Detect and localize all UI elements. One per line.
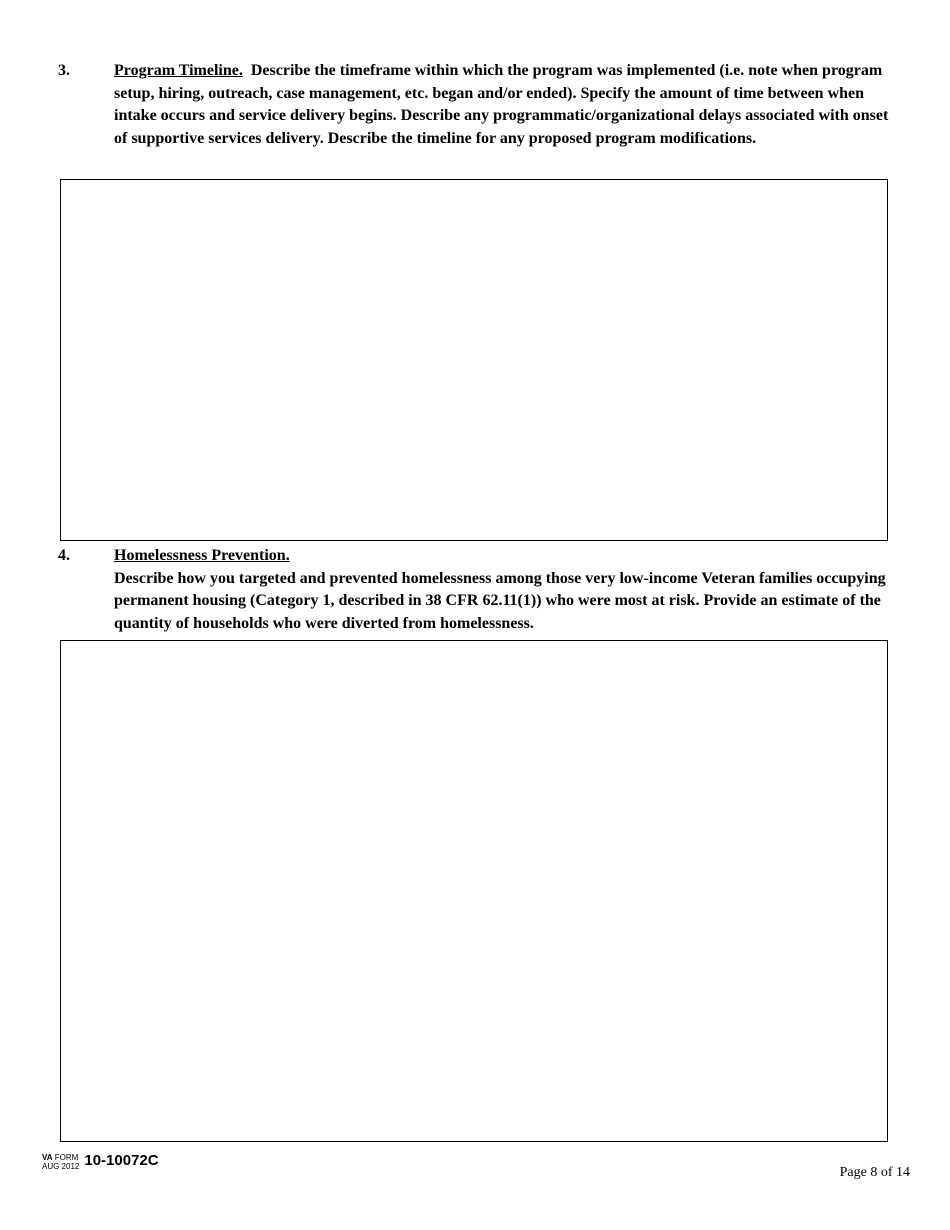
question-4-text: Describe how you targeted and prevented homelessness among those very low-income Veteran families occupying permanent housing (Category 1, described in 38 CFR 62.11(1)) who were most at risk. Provide an estimate of the quantity of households who were diverted from homelessness.: [114, 569, 886, 632]
form-identifier: [42, 1153, 159, 1171]
question-3-title: Program Timeline.: [114, 62, 243, 79]
va-label: VA: [42, 1153, 53, 1162]
question-3-number: 3.: [58, 62, 70, 79]
question-4-number: 4.: [58, 547, 70, 564]
question-3-text: Describe the timeframe within which the program was implemented (i.e. note when program setup, hiring, outreach, case management, etc. began and/or ended). Specify the amount of time between when intake occurs and service delivery begins. Describe any programmatic/organizational delays associated with onset of supportive services delivery. Describe the timeline for any proposed program modifications.: [114, 62, 889, 147]
question-4-body: [114, 545, 898, 635]
question-4: [58, 545, 898, 635]
page-number: Page 8 of 14: [839, 1165, 910, 1180]
question-3: [58, 60, 898, 150]
form-date: AUG 2012: [42, 1162, 80, 1171]
question-4-title: Homelessness Prevention.: [114, 547, 290, 564]
program-timeline-answer-field[interactable]: [60, 179, 888, 541]
homelessness-prevention-answer-field[interactable]: [60, 640, 888, 1142]
form-number: 10-10072C: [84, 1151, 159, 1169]
question-3-body: [114, 60, 898, 150]
form-label-block: [42, 1153, 79, 1171]
form-label: FORM: [54, 1153, 79, 1162]
